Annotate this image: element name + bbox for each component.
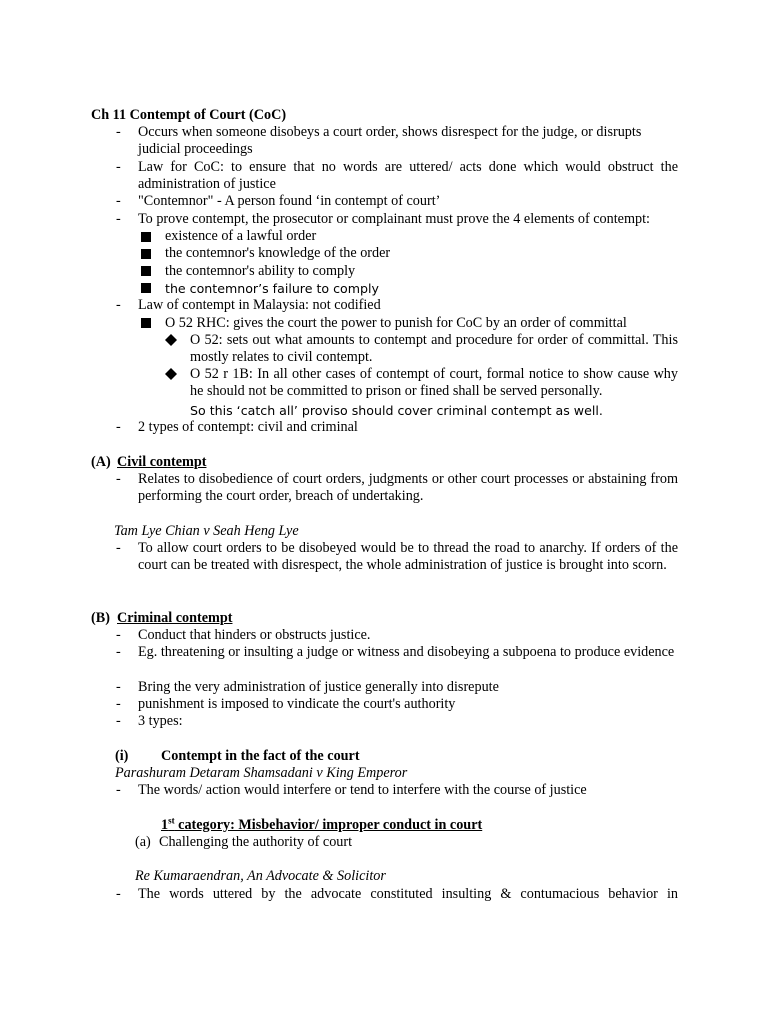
dash-bullet: -: [116, 696, 121, 712]
dash-bullet: -: [116, 886, 121, 902]
element-item: existence of a lawful order: [165, 228, 317, 244]
square-bullet-icon: [141, 318, 151, 328]
dash-bullet: -: [116, 679, 121, 695]
dash-bullet: -: [116, 419, 121, 435]
o52-subitem-2-note: So this ‘catch all’ proviso should cover criminal contempt as well.: [190, 403, 603, 418]
intro-paragraph-1: Occurs when someone disobeys a court order, shows disrespect for the judge, or disrupts judicial proceedings: [138, 124, 642, 158]
dash-bullet: -: [116, 159, 121, 175]
intro-paragraph-6: 2 types of contempt: civil and criminal: [138, 419, 358, 435]
civil-paragraph: Relates to disobedience of court orders, judgments or other court processes or abstaining from performing the court order, breach of undertaking.: [138, 471, 678, 505]
criminal-item: Bring the very administration of justice generally into disrepute: [138, 679, 499, 695]
dash-bullet: -: [116, 211, 121, 227]
criminal-item: Eg. threatening or insulting a judge or witness and disobeying a subpoena to produce evidence: [138, 644, 675, 660]
intro-paragraph-3: "Contemnor" - A person found ‘in contempt of court’: [138, 193, 441, 209]
dash-bullet: -: [116, 782, 121, 798]
intro-paragraph-5: Law of contempt in Malaysia: not codified: [138, 297, 381, 313]
o52-subitem-2: O 52 r 1B: In all other cases of contempt of court, formal notice to show cause why he should not be committed to prison or fined shall be served personally.: [190, 366, 678, 400]
case-summary: The words uttered by the advocate constituted insulting & contumacious behavior in: [138, 886, 678, 902]
criminal-item: Conduct that hinders or obstructs justice.: [138, 627, 371, 643]
intro-paragraph-2: Law for CoC: to ensure that no words are uttered/ acts done which would obstruct the administration of justice: [138, 159, 678, 193]
dash-bullet: -: [116, 471, 121, 487]
section-marker: (B): [91, 610, 110, 626]
dash-bullet: -: [116, 124, 121, 140]
square-bullet-icon: [141, 266, 151, 276]
dash-bullet: -: [116, 713, 121, 729]
square-bullet-icon: [141, 283, 151, 293]
category-heading: [161, 817, 482, 834]
diamond-bullet-icon: [164, 333, 178, 347]
criminal-item: punishment is imposed to vindicate the court's authority: [138, 696, 456, 712]
square-bullet-icon: [141, 232, 151, 242]
dash-bullet: -: [116, 297, 121, 313]
case-name: Re Kumaraendran, An Advocate & Solicitor: [135, 868, 386, 884]
dash-bullet: -: [116, 540, 121, 556]
case-summary: To allow court orders to be disobeyed would be to thread the road to anarchy. If orders of the court can be treated with disrespect, the whole administration of justice is brought into scorn.: [138, 540, 678, 574]
subsection-heading: Contempt in the fact of the court: [161, 748, 360, 764]
category-title: category: Misbehavior/ improper conduct in court: [174, 817, 483, 833]
case-name: Tam Lye Chian v Seah Heng Lye: [114, 523, 299, 539]
o52-item: O 52 RHC: gives the court the power to punish for CoC by an order of committal: [165, 315, 627, 331]
criminal-item: 3 types:: [138, 713, 183, 729]
case-name: Parashuram Detaram Shamsadani v King Emperor: [115, 765, 408, 781]
section-heading-civil: Civil contempt: [117, 454, 207, 470]
element-item: the contemnor’s failure to comply: [165, 281, 379, 296]
subsection-marker: (i): [115, 748, 129, 764]
category-number: 1: [161, 817, 169, 833]
square-bullet-icon: [141, 249, 151, 259]
section-heading-criminal: Criminal contempt: [117, 610, 233, 626]
o52-subitem-1: O 52: sets out what amounts to contempt and procedure for order of committal. This mostly relates to civil contempt.: [190, 332, 678, 366]
chapter-title: Ch 11 Contempt of Court (CoC): [91, 107, 287, 123]
element-item: the contemnor's knowledge of the order: [165, 245, 391, 261]
item-marker: (a): [135, 834, 151, 850]
case-summary: The words/ action would interfere or tend to interfere with the course of justice: [138, 782, 587, 798]
element-item: the contemnor's ability to comply: [165, 263, 356, 279]
item-text: Challenging the authority of court: [159, 834, 353, 850]
dash-bullet: -: [116, 644, 121, 660]
intro-paragraph-4: To prove contempt, the prosecutor or complainant must prove the 4 elements of contempt:: [138, 211, 650, 227]
dash-bullet: -: [116, 193, 121, 209]
category-ordinal: st: [168, 815, 175, 826]
dash-bullet: -: [116, 627, 121, 643]
section-marker: (A): [91, 454, 111, 470]
diamond-bullet-icon: [164, 367, 178, 381]
